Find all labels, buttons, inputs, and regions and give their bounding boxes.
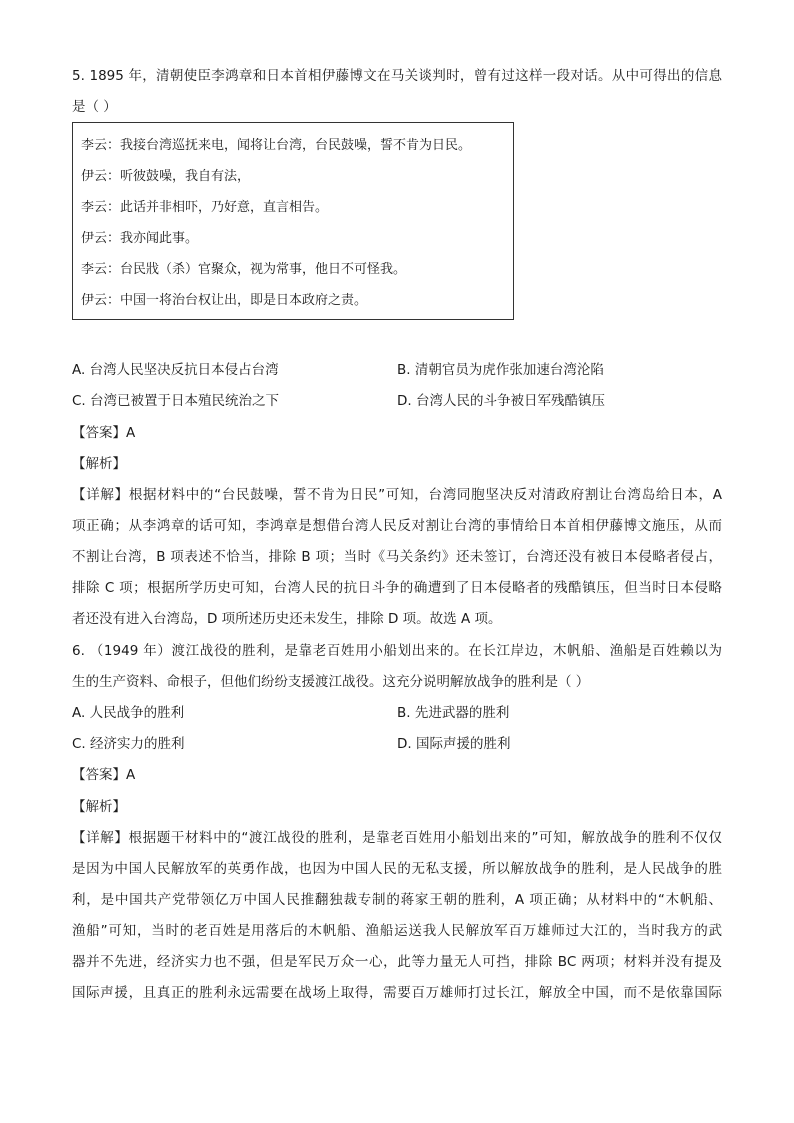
q5-detail-line: 【详解】根据材料中的“台民鼓噪，誓不肯为日民”可知，台湾同胞坚决反对清政府割让台湾岛给日本，A (72, 487, 722, 503)
dialogue-line: 伊云：听彼鼓噪，我自有法， (81, 169, 251, 184)
q6-detail-line: 利，是中国共产党带领亿万中国人民推翻独裁专制的蒋家王朝的胜利，A 项正确；从材料中的“木帆船、 (72, 892, 722, 908)
q6-stem-line-1: 6. （1949 年）渡江战役的胜利，是靠老百姓用小船划出来的。在长江岸边，木帆船、渔船是百姓赖以为 (72, 643, 722, 659)
q5-detail-line: 不割让台湾，B 项表述不恰当，排除 B 项；当时《马关条约》还未签订，台湾还没有被日本侵略者侵占， (72, 549, 722, 565)
q6-option-d: D. 国际声援的胜利 (397, 736, 511, 752)
q6-option-b: B. 先进武器的胜利 (397, 705, 510, 721)
dialogue-line: 伊云：中国一将治台权让出，即是日本政府之责。 (81, 293, 368, 308)
q6-option-a: A. 人民战争的胜利 (72, 705, 185, 721)
q6-detail-line: 【详解】根据题干材料中的“渡江战役的胜利，是靠老百姓用小船划出来的”可知，解放战争的胜利不仅仅 (72, 830, 722, 846)
q5-detail-line: 排除 C 项；根据所学历史可知，台湾人民的抗日斗争的确遭到了日本侵略者的残酷镇压，但当时日本侵略 (72, 580, 722, 596)
q5-analysis-label: 【解析】 (72, 456, 126, 472)
q6-detail-line: 器并不先进，经济实力也不强，但是军民万众一心，此等力量无人可挡，排除 BC 两项；材料并没有提及 (72, 954, 722, 970)
q5-option-b: B. 清朝官员为虎作张加速台湾沦陷 (397, 362, 604, 378)
q5-stem-line-1: 5. 1895 年，清朝使臣李鸿章和日本首相伊藤博文在马关谈判时，曾有过这样一段对话。从中可得出的信息 (72, 68, 722, 84)
q6-answer: 【答案】A (72, 767, 136, 783)
q5-option-c: C. 台湾已被置于日本殖民统治之下 (72, 393, 280, 409)
q5-detail-line: 者还没有进入台湾岛，D 项所述历史还未发生，排除 D 项。故选 A 项。 (72, 611, 502, 627)
q6-option-c: C. 经济实力的胜利 (72, 736, 185, 752)
q6-detail-line: 是因为中国人民解放军的英勇作战，也因为中国人民的无私支援，所以解放战争的胜利，是人民战争的胜 (72, 861, 722, 877)
q5-option-a: A. 台湾人民坚决反抗日本侵占台湾 (72, 362, 279, 378)
q6-detail-line: 国际声援，且真正的胜利永远需要在战场上取得，需要百万雄师打过长江，解放全中国，而不是依靠国际 (72, 985, 722, 1001)
q5-stem-line-2: 是（ ） (72, 99, 117, 115)
dialogue-line: 李云：我接台湾巡抚来电，闻将让台湾，台民鼓噪，誓不肯为日民。 (81, 138, 472, 153)
dialogue-line: 李云：此话并非相吓，乃好意，直言相告。 (81, 200, 329, 215)
q5-detail-line: 项正确；从李鸿章的话可知，李鸿章是想借台湾人民反对割让台湾的事情给日本首相伊藤博文施压，从而 (72, 518, 722, 534)
q5-dialogue-box (72, 122, 514, 320)
q6-stem-line-2: 生的生产资料、命根子，但他们纷纷支援渡江战役。这充分说明解放战争的胜利是（ ） (72, 674, 590, 690)
q6-detail-line: 渔船”可知，当时的老百姓是用落后的木帆船、渔船运送我人民解放军百万雄师过大江的，当时我方的武 (72, 923, 722, 939)
q5-option-d: D. 台湾人民的斗争被日军残酷镇压 (397, 393, 605, 409)
q6-analysis-label: 【解析】 (72, 799, 126, 815)
q5-answer: 【答案】A (72, 425, 136, 441)
dialogue-line: 李云：台民戕（杀）官聚众，视为常事，他日不可怪我。 (81, 262, 407, 277)
dialogue-line: 伊云：我亦闻此事。 (81, 231, 199, 246)
